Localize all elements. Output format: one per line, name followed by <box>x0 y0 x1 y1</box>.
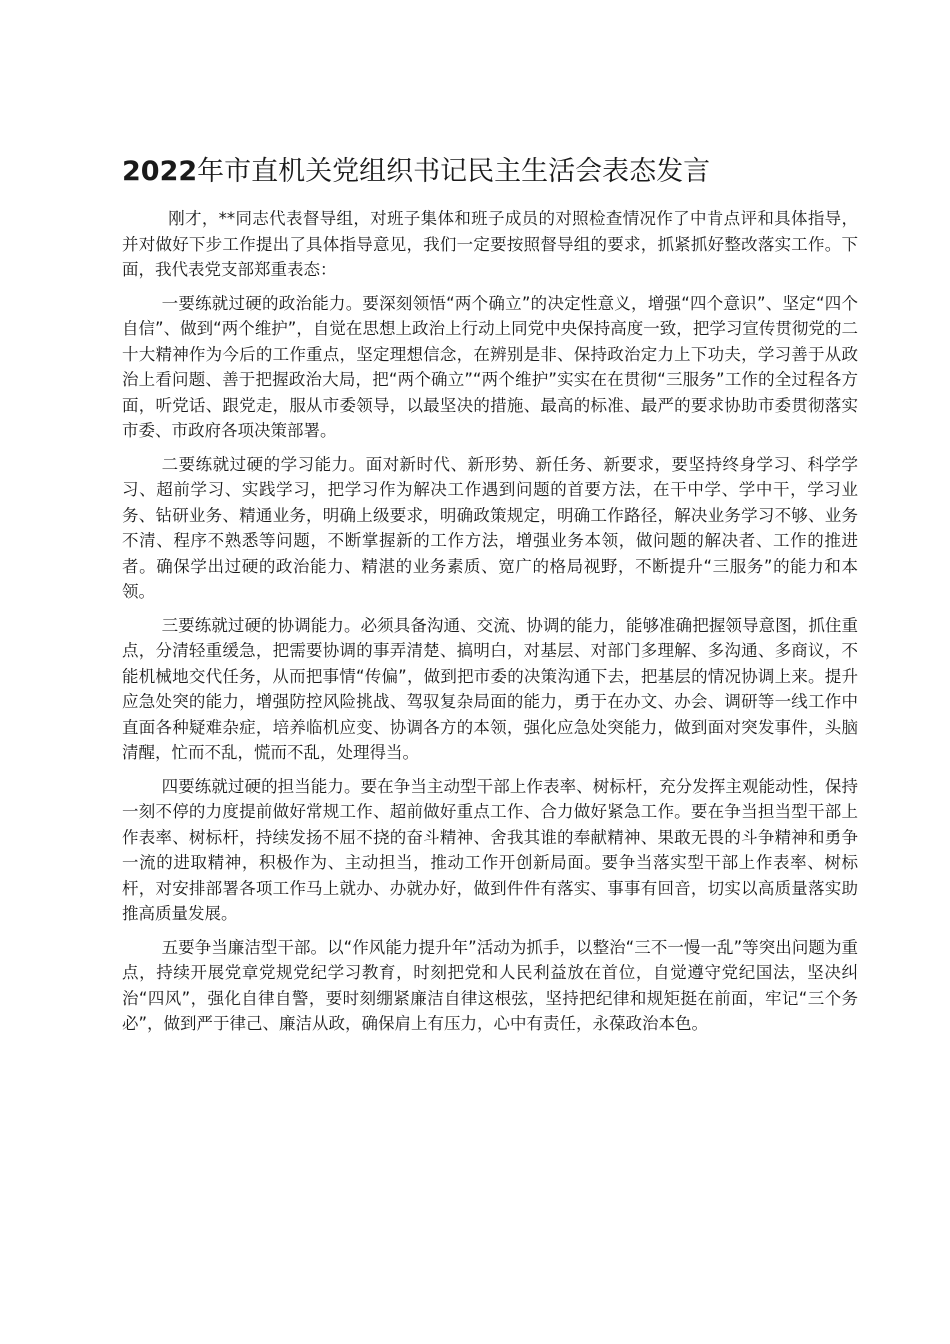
title-text: 年市直机关党组织书记民主生活会表态发言 <box>197 156 711 187</box>
document-body <box>122 206 858 1045</box>
paragraph-responsibility-ability: 四要练就过硬的担当能力。要在争当主动型干部上作表率、树标杆，充分发挥主观能动性，保持一刻不停的力度提前做好常规工作、超前做好重点工作、合力做好紧急工作。要在争当担当型干部上作表率、树标杆，持续发扬不屈不挠的奋斗精神、舍我其谁的奉献精神、果敢无畏的斗争精神和勇争一流的进取精神，积极作为、主动担当，推动工作开创新局面。要争当落实型干部上作表率、树标杆，对安排部署各项工作马上就办、办就办好，做到件件有落实、事事有回音，切实以高质量落实助推高质量发展。 <box>122 776 858 923</box>
paragraph-intro: 刚才，**同志代表督导组，对班子集体和班子成员的对照检查情况作了中肯点评和具体指导，并对做好下步工作提出了具体指导意见，我们一定要按照督导组的要求，抓紧抓好整改落实工作。下面，我代表党支部郑重表态： <box>122 209 858 279</box>
paragraph-learning-ability: 二要练就过硬的学习能力。面对新时代、新形势、新任务、新要求，要坚持终身学习、科学学习、超前学习、实践学习，把学习作为解决工作遇到问题的首要方法，在干中学、学中干，学习业务、钻研业务、精通业务，明确上级要求，明确政策规定，明确工作路径，解决业务学习不够、业务不清、程序不熟悉等问题，不断掌握新的工作方法，增强业务本领，做问题的解决者、工作的推进者。确保学出过硬的政治能力、精湛的业务素质、宽广的格局视野，不断提升“三服务”的能力和本领。 <box>122 454 858 601</box>
paragraph-integrity: 五要争当廉洁型干部。以“作风能力提升年”活动为抓手，以整治“三不一慢一乱”等突出问题为重点，持续开展党章党规党纪学习教育，时刻把党和人民利益放在首位，自觉遵守党纪国法，坚决纠治“四风”，强化自律自警，要时刻绷紧廉洁自律这根弦，坚持把纪律和规矩挺在前面，牢记“三个务必”，做到严于律己、廉洁从政，确保肩上有压力，心中有责任，永葆政治本色。 <box>122 937 858 1033</box>
paragraph-political-ability: 一要练就过硬的政治能力。要深刻领悟“两个确立”的决定性意义，增强“四个意识”、坚定“四个自信”、做到“两个维护”，自觉在思想上政治上行动上同党中央保持高度一致，把学习宣传贯彻党的二十大精神作为今后的工作重点，坚定理想信念，在辨别是非、保持政治定力上下功夫，学习善于从政治上看问题、善于把握政治大局，把“两个确立”“两个维护”实实在在贯彻“三服务”工作的全过程各方面，听党话、跟党走，服从市委领导，以最坚决的措施、最高的标准、最严的要求协助市委贯彻落实市委、市政府各项决策部署。 <box>122 293 858 440</box>
document-title <box>122 152 842 192</box>
paragraph-coordination-ability: 三要练就过硬的协调能力。必须具备沟通、交流、协调的能力，能够准确把握领导意图，抓住重点，分清轻重缓急，把需要协调的事弄清楚、搞明白，对基层、对部门多理解、多沟通、多商议，不能机械地交代任务，从而把事情“传偏”，做到把市委的决策沟通下去，把基层的情况协调上来。提升应急处突的能力，增强防控风险挑战、驾驭复杂局面的能力，勇于在办文、办会、调研等一线工作中直面各种疑难杂症，培养临机应变、协调各方的本领，强化应急处突能力，做到面对突发事件，头脑清醒，忙而不乱，慌而不乱，处理得当。 <box>122 615 858 762</box>
title-year: 2022 <box>122 156 198 187</box>
